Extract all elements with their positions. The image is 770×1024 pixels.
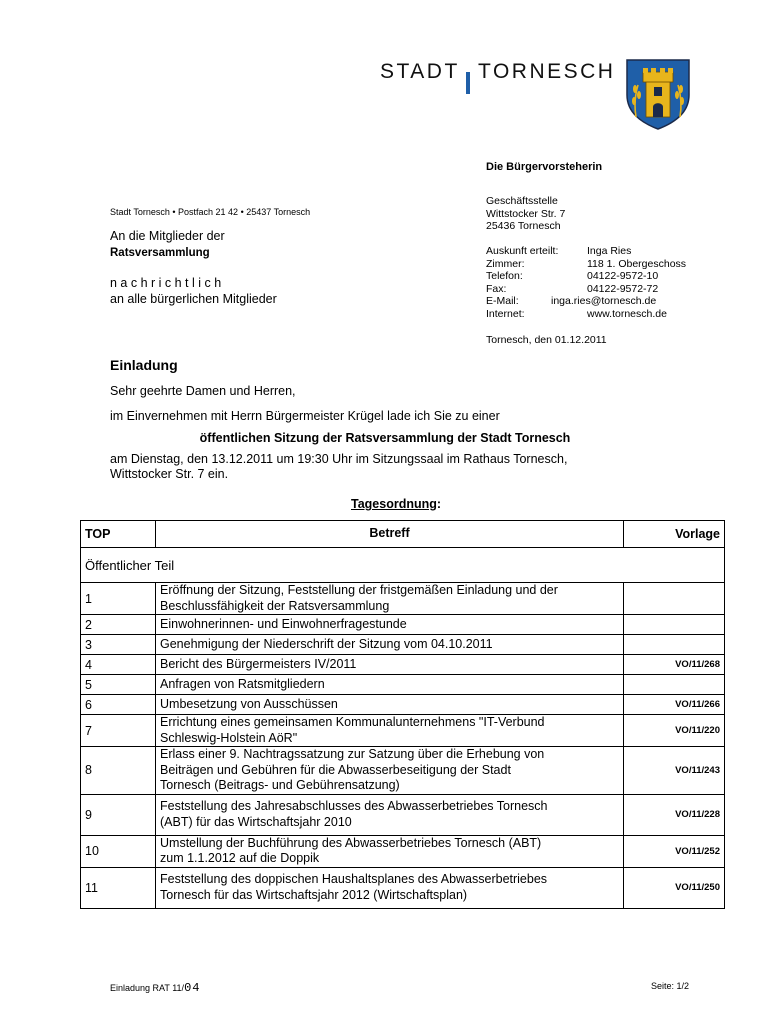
row-top: 10 [81,835,156,867]
row-subject: Eröffnung der Sitzung, Feststellung der fristgemäßen Einladung und der Beschlussfähigkeit der Ratsversammlung [156,583,624,615]
agenda-title: Tagesordnung: [351,497,442,511]
intro-text: im Einvernehmen mit Herrn Bürgermeister Krügel lade ich Sie zu einer [110,409,500,423]
row-subject: Feststellung des Jahresabschlusses des Abwasserbetriebes Tornesch (ABT) für das Wirtschaftsjahr 2010 [156,794,624,835]
table-row [81,615,725,635]
contact-label-4: Fax: [486,283,507,295]
table-row [81,747,725,795]
row-top: 4 [81,655,156,675]
contact-label-2: Zimmer: [486,258,525,270]
website-link[interactable]: www.tornesch.de [587,308,667,320]
row-ref: VO/11/268 [624,655,725,675]
office-street: Wittstocker Str. 7 [486,207,566,220]
row-top: 8 [81,747,156,795]
recipient-line-1: An die Mitglieder der [110,229,225,243]
meeting-when-line-2: Wittstocker Str. 7 ein. [110,467,229,481]
row-subject: Bericht des Bürgermeisters IV/2011 [156,655,624,675]
row-ref [624,675,725,695]
header-subject: Betreff [156,521,624,548]
table-row [81,583,725,615]
department-head: Die Bürgervorsteherin [486,161,603,173]
row-top: 9 [81,794,156,835]
header-ref: Vorlage [624,521,725,548]
row-ref: VO/11/220 [624,715,725,747]
table-row [81,715,725,747]
footer-doc-label [110,981,200,995]
row-top: 6 [81,695,156,715]
contact-label-1: Auskunft erteilt: [486,245,559,257]
sender-line: Stadt Tornesch • Postfach 21 42 • 25437 Tornesch [110,207,311,217]
office-city: 25436 Tornesch [486,220,561,233]
table-row [81,655,725,675]
row-top: 3 [81,635,156,655]
table-row [81,867,725,908]
salutation: Sehr geehrte Damen und Herren, [110,384,296,398]
row-top: 5 [81,675,156,695]
section-label: Öffentlicher Teil [81,548,725,583]
contact-value-3: 04122-9572-10 [587,270,659,282]
city-name-right: TORNESCH [478,60,616,83]
office-title: Geschäftsstelle [486,195,558,207]
email-link[interactable]: inga.ries@tornesch.de [551,295,657,307]
date-line: Tornesch, den 01.12.2011 [486,334,607,346]
row-subject: Anfragen von Ratsmitgliedern [156,675,624,695]
agenda-header-row [81,521,725,548]
row-top: 1 [81,583,156,615]
row-subject: Genehmigung der Niederschrift der Sitzung vom 04.10.2011 [156,635,624,655]
row-ref: VO/11/266 [624,695,725,715]
agenda-table [80,520,725,909]
row-ref [624,635,725,655]
header-top: TOP [81,521,156,548]
table-row [81,635,725,655]
row-top: 2 [81,615,156,635]
row-subject: Errichtung eines gemeinsamen Kommunalunternehmens "IT-Verbund Schleswig-Holstein AöR" [156,715,624,747]
footer-page-number: Seite: 1/2 [651,981,690,991]
row-ref [624,583,725,615]
table-row [81,794,725,835]
row-subject: Umbesetzung von Ausschüssen [156,695,624,715]
row-subject: Einwohnerinnen- und Einwohnerfragestunde [156,615,624,635]
recipient-line-4: an alle bürgerlichen Mitglieder [110,292,277,306]
agenda-section-row [81,548,725,583]
row-ref: VO/11/228 [624,794,725,835]
row-ref: VO/11/252 [624,835,725,867]
logo-divider-bar [466,72,470,94]
letter-heading: Einladung [110,357,178,373]
contact-label-6: Internet: [486,308,525,320]
table-row [81,695,725,715]
row-ref [624,615,725,635]
contact-label-3: Telefon: [486,270,523,282]
row-subject: Feststellung des doppischen Haushaltsplanes des Abwasserbetriebes Tornesch für das Wirtschaftsjahr 2012 (Wirtschaftsplan) [156,867,624,908]
table-row [81,835,725,867]
row-top: 11 [81,867,156,908]
contact-value-2: 118 1. Obergeschoss [587,258,687,270]
footer-doc-prefix: Einladung RAT 11/ [110,983,185,993]
meeting-when-line-1: am Dienstag, den 13.12.2011 um 19:30 Uhr im Sitzungssaal im Rathaus Tornesch, [110,452,568,466]
recipient-line-3: n a c h r i c h t l i c h [110,276,222,290]
row-ref: VO/11/243 [624,747,725,795]
footer-doc-number: 04 [184,981,201,995]
city-name-left: STADT [380,60,460,83]
office-block [486,195,565,233]
city-coat-of-arms-icon [624,57,692,131]
row-top: 7 [81,715,156,747]
meeting-title: öffentlichen Sitzung der Ratsversammlung der Stadt Tornesch [199,431,571,445]
contact-value-1: Inga Ries [587,245,632,257]
recipient-line-2: Ratsversammlung [110,247,210,259]
table-row [81,675,725,695]
recipient-block [110,228,277,307]
row-ref: VO/11/250 [624,867,725,908]
contact-value-4: 04122-9572-72 [587,283,659,295]
row-subject: Erlass einer 9. Nachtragssatzung zur Satzung über die Erhebung von Beiträgen und Gebühren für die Abwasserbeseitigung der Stadt Tornesch (Beitrags- und Gebührensatzung) [156,747,624,795]
row-subject: Umstellung der Buchführung des Abwasserbetriebes Tornesch (ABT) zum 1.1.2012 auf die Doppik [156,835,624,867]
contact-label-5: E-Mail: [486,295,519,307]
